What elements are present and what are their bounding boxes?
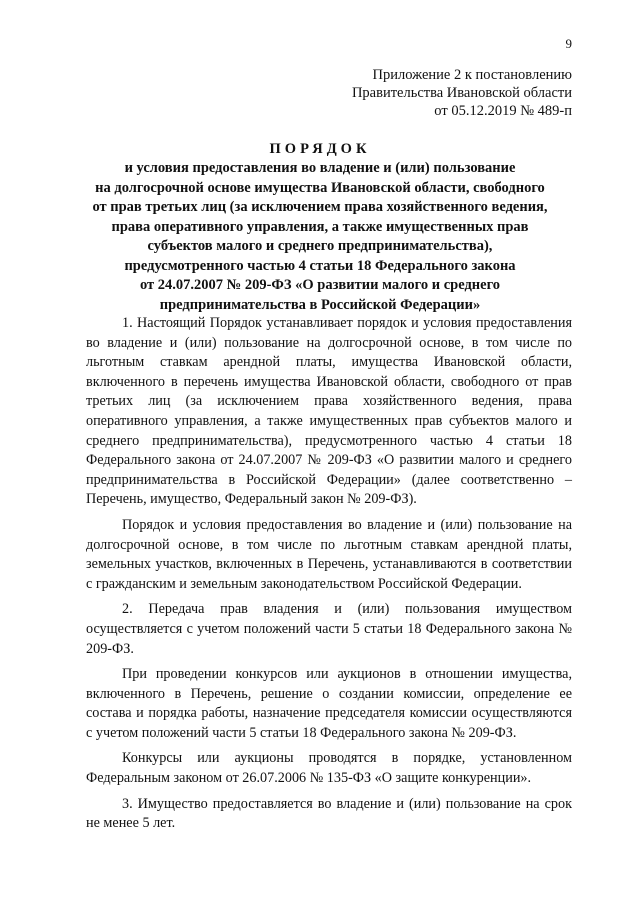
title-subtitle: [70, 159, 570, 315]
title-line: от прав третьих лиц (за исключением права хозяйственного ведения,: [92, 199, 548, 215]
appendix-line: Правительства Ивановской области: [351, 85, 572, 101]
appendix-line: Приложение 2 к постановлению: [372, 67, 572, 83]
title-line: права оперативного управления, а также имущественных прав: [111, 218, 529, 235]
title-line: предусмотренного частью 4 статьи 18 Федерального закона: [124, 257, 516, 274]
title-line: от 24.07.2007 № 209-ФЗ «О развитии малого и среднего: [139, 277, 501, 293]
paragraph: 1. Настоящий Порядок устанавливает порядок и условия предоставления во владение и (или) пользование на долгосрочной основе, в том числе по льготным ставкам арендной платы, имущества Ивановской области, включенного в перечень имущества Ивановской области, свободного от прав третьих лиц (за исключением права хозяйственного ведения, права оперативного управления, а также имущественных прав субъектов малого и среднего предпринимательства), предусмотренного частью 4 статьи 18 Федерального закона от 24.07.2007 № 209-ФЗ «О развитии малого и среднего предпринимательства в Российской Федерации» (далее соответственно – Перечень, имущество, Федеральный закон № 209-ФЗ).: [86, 315, 572, 508]
paragraph: 2. Передача прав владения и (или) пользования имуществом осуществляется с учетом положений части 5 статьи 18 Федерального закона № 209-ФЗ.: [86, 601, 572, 657]
title-line: предпринимательства в Российской Федерации»: [159, 296, 481, 313]
paragraph: Конкурсы или аукционы проводятся в порядке, установленном Федеральным законом от 26.07.2006 № 135-ФЗ «О защите конкуренции».: [86, 750, 572, 787]
title-line: и условия предоставления во владение и (или) пользование: [124, 160, 516, 176]
page-number: 9: [565, 36, 572, 51]
paragraph: Порядок и условия предоставления во владение и (или) пользование на долгосрочной основе, в том числе по льготным ставкам арендной платы, земельных участков, включенных в Перечень, устанавливаются в соответствии с гражданским и земельным законодательством Российской Федерации.: [86, 516, 572, 592]
title-main: ПОРЯДОК: [269, 141, 371, 157]
title-line: субъектов малого и среднего предпринимательства),: [147, 238, 493, 254]
paragraph: 3. Имущество предоставляется во владение и (или) пользование на срок не менее 5 лет.: [86, 795, 572, 832]
document-body: [86, 314, 572, 840]
appendix-reference: [352, 66, 572, 120]
document-title: [70, 140, 570, 315]
appendix-line: от 05.12.2019 № 489-п: [434, 103, 572, 119]
title-line: на долгосрочной основе имущества Ивановской области, свободного: [95, 179, 545, 196]
paragraph: При проведении конкурсов или аукционов в отношении имущества, включенного в Перечень, решение о создании комиссии, определение ее состава и порядка работы, назначение председателя комиссии осуществляются с учетом положений части 5 статьи 18 Федерального закона № 209-ФЗ.: [86, 666, 572, 741]
